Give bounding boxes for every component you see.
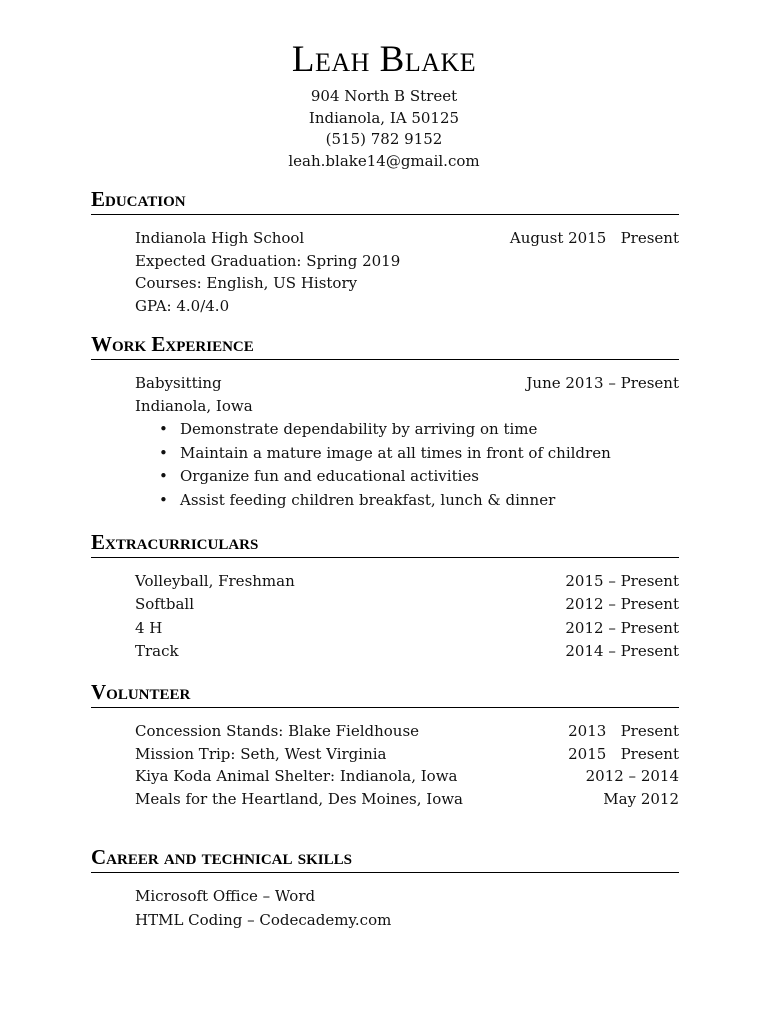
volunteer-section (91, 681, 679, 810)
job-dates: June 2013 – Present (526, 374, 679, 392)
list-item: • Organize fun and educational activities (159, 465, 679, 489)
education-section (91, 188, 679, 317)
job-title: Babysitting (135, 374, 222, 392)
education-heading: Education (91, 187, 186, 211)
bullet-icon: • (159, 443, 168, 462)
bullet-icon: • (159, 491, 168, 510)
bullet-icon: • (159, 467, 168, 486)
address-line-1: 904 North B Street (310, 87, 458, 105)
activity-row: Volleyball, Freshman 2015 – Present (135, 572, 679, 590)
volunteer-row: Concession Stands: Blake Fieldhouse 2013 Present (135, 722, 679, 740)
extracurriculars-heading: Extracurriculars (91, 530, 259, 554)
address-line-2: Indianola, IA 50125 (308, 108, 460, 127)
work-entry (135, 372, 679, 395)
volunteer-row: Kiya Koda Animal Shelter: Indianola, Iowa 2012 – 2014 (135, 767, 679, 785)
extracurriculars-section (91, 531, 679, 663)
job-location: Indianola, Iowa (135, 396, 253, 415)
volunteer-row: Meals for the Heartland, Des Moines, Iowa May 2012 (135, 789, 679, 808)
volunteer-row: Mission Trip: Seth, West Virginia 2015 Present (135, 744, 679, 763)
list-item: • Assist feeding children breakfast, lunch & dinner (159, 489, 679, 513)
section-divider (91, 707, 679, 708)
resume-name: Leah Blake (291, 39, 477, 80)
section-divider (91, 359, 679, 360)
work-section (91, 333, 679, 513)
school-name: Indianola High School (135, 229, 305, 247)
section-divider (91, 214, 679, 215)
list-item: • Demonstrate dependability by arriving on time (159, 418, 679, 442)
activity-row: Softball 2012 – Present (135, 595, 679, 614)
skills-heading: Career and technical skills (91, 845, 352, 869)
skill-item: Microsoft Office – Word (135, 887, 316, 905)
contact-block (0, 86, 768, 173)
volunteer-heading: Volunteer (91, 680, 191, 704)
education-detail: Expected Graduation: Spring 2019 (135, 251, 401, 270)
education-entry (135, 227, 679, 250)
education-dates: August 2015 Present (509, 229, 679, 247)
email-address: leah.blake14@gmail.com (288, 152, 480, 171)
bullet-icon: • (159, 420, 168, 438)
education-detail: GPA: 4.0/4.0 (135, 296, 230, 315)
activity-row: Track 2014 – Present (135, 641, 679, 660)
work-heading: Work Experience (91, 332, 254, 356)
education-detail: Courses: English, US History (135, 274, 358, 292)
skill-item: HTML Coding – Codecademy.com (135, 910, 392, 929)
section-divider (91, 557, 679, 558)
phone-number: (515) 782 9152 (325, 130, 443, 149)
duties-list (135, 418, 679, 513)
activity-row: 4 H 2012 – Present (135, 618, 679, 637)
list-item: • Maintain a mature image at all times in front of children (159, 442, 679, 466)
skills-section (91, 846, 679, 932)
section-divider (91, 872, 679, 873)
